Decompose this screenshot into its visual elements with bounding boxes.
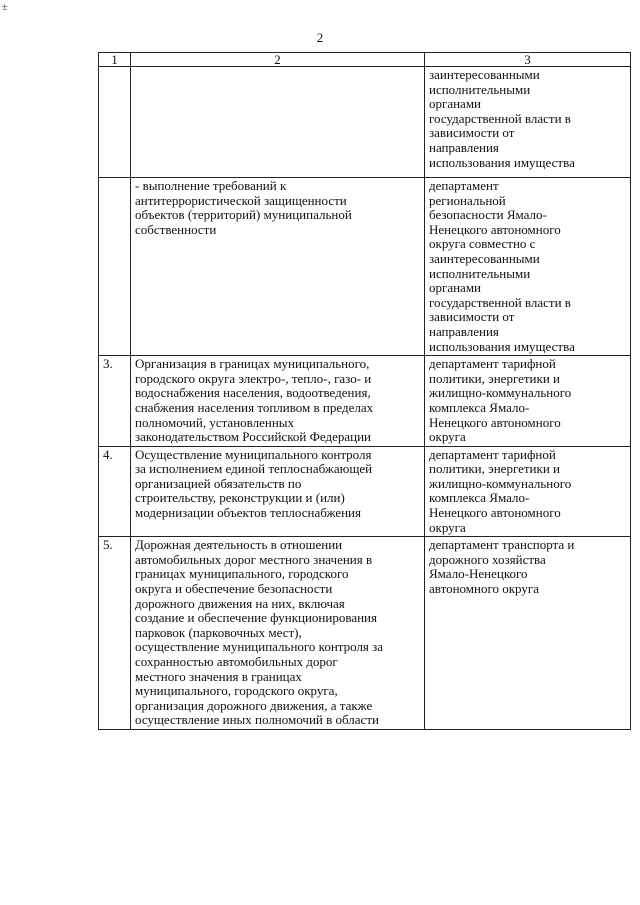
row-responsible: департамент региональной безопасности Ямало- Ненецкого автономного округа совместно с заинтересованными исполнительными органами государственной власти в зависимости от направления использования имущества	[425, 178, 631, 356]
corner-mark: ±	[2, 2, 8, 13]
page-number: 2	[316, 30, 324, 45]
row-responsible: департамент транспорта и дорожного хозяйства Ямало-Ненецкого автономного округа	[425, 537, 631, 730]
table-row	[99, 446, 631, 537]
table-row	[99, 178, 631, 356]
column-header: 2	[131, 53, 425, 67]
table-row	[99, 356, 631, 447]
table-row	[99, 67, 631, 178]
row-description	[131, 67, 425, 178]
row-description: - выполнение требований к антитеррористической защищенности объектов (территорий) муниципальной собственности	[131, 178, 425, 356]
document-table	[98, 52, 631, 730]
row-responsible: департамент тарифной политики, энергетики и жилищно-коммунального комплекса Ямало- Ненецкого автономного округа	[425, 356, 631, 447]
row-number: 3.	[99, 356, 131, 447]
row-description: Дорожная деятельность в отношении автомобильных дорог местного значения в границах муниципального, городского округа и обеспечение безопасности дорожного движения на них, включая создание и обеспечение функционирования парковок (парковочных мест), осуществление муниципального контроля за сохранностью автомобильных дорог местного значения в границах муниципального, городского округа, организация дорожного движения, а также осуществление иных полномочий в области	[131, 537, 425, 730]
row-description: Осуществление муниципального контроля за исполнением единой теплоснабжающей организацией обязательств по строительству, реконструкции и (или) модернизации объектов теплоснабжения	[131, 446, 425, 537]
row-number: 4.	[99, 446, 131, 537]
table-row	[99, 537, 631, 730]
column-header: 1	[99, 53, 131, 67]
row-description: Организация в границах муниципального, городского округа электро-, тепло-, газо- и водоснабжения населения, водоотведения, снабжения населения топливом в пределах полномочий, установленных законодательством Российской Федерации	[131, 356, 425, 447]
row-number	[99, 67, 131, 178]
row-responsible: заинтересованными исполнительными органами государственной власти в зависимости от направления использования имущества	[425, 67, 631, 178]
row-number	[99, 178, 131, 356]
column-header: 3	[425, 53, 631, 67]
table-header-row	[99, 53, 631, 67]
row-responsible: департамент тарифной политики, энергетики и жилищно-коммунального комплекса Ямало- Ненецкого автономного округа	[425, 446, 631, 537]
row-number: 5.	[99, 537, 131, 730]
